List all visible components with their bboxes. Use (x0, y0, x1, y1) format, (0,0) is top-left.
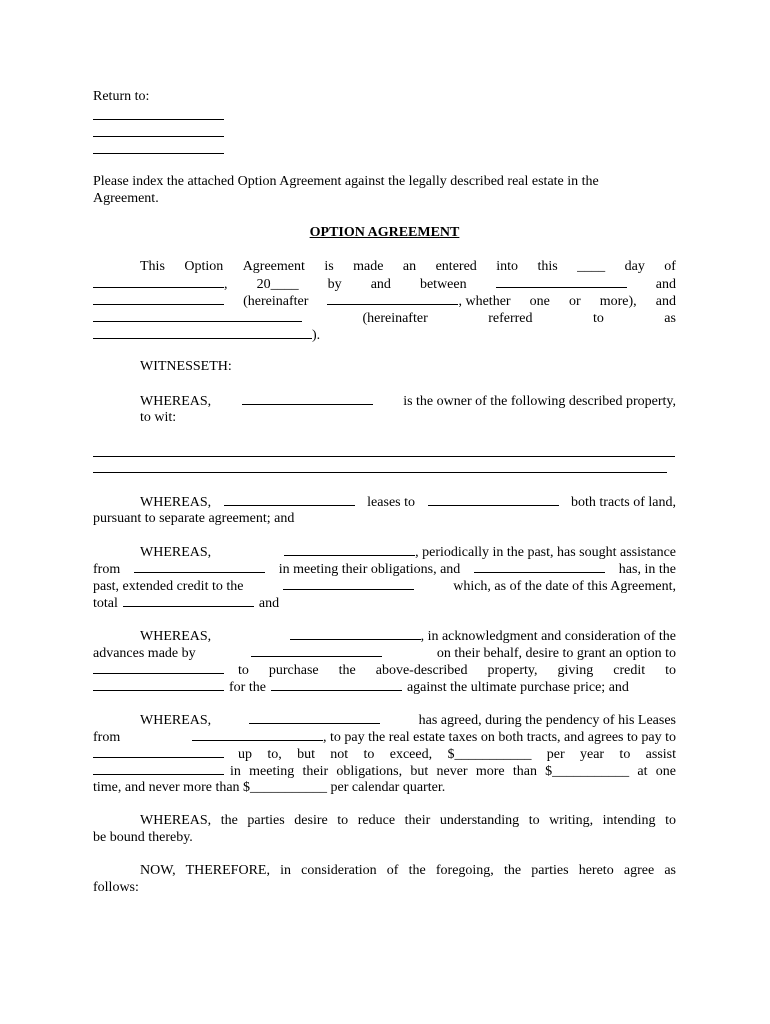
blank-line (93, 762, 224, 775)
blank-line (93, 326, 312, 339)
text: Option (184, 259, 224, 274)
text: referred (488, 311, 533, 326)
blank-line (93, 745, 224, 758)
text: pursuant to separate agreement; and (93, 511, 295, 526)
blank-line (134, 560, 265, 573)
return-line-2 (93, 136, 224, 137)
return-line-3 (93, 153, 224, 154)
text: and (370, 277, 391, 292)
text: WHEREAS, (140, 545, 212, 560)
blank-line (93, 661, 224, 674)
text: to wit: (140, 410, 177, 425)
text: , in acknowledgment and consideration of the (420, 629, 676, 644)
text: between (419, 277, 467, 292)
text: of (664, 259, 676, 274)
blank-line (93, 678, 224, 691)
blank-line (284, 543, 415, 556)
text: an (402, 259, 417, 274)
intro-line-1 (93, 258, 676, 275)
text: NOW, THEREFORE, in consideration of the foregoing, the parties hereto agree as (140, 863, 676, 878)
text: in meeting their obligations, but never more than $___________ at one (230, 764, 676, 779)
text-line (93, 510, 676, 527)
text: (hereinafter (243, 294, 309, 309)
text: and (258, 596, 280, 611)
text: WHEREAS, (140, 495, 212, 510)
text-line (93, 711, 676, 728)
text: made (353, 259, 384, 274)
text-line (93, 627, 676, 644)
text: into (496, 259, 519, 274)
text: is the owner of the following described property, (403, 394, 676, 409)
text: ). (312, 328, 321, 343)
blank-line (242, 392, 373, 405)
text-line (93, 879, 676, 896)
text: both tracts of land, (571, 495, 676, 510)
blank-line (271, 678, 402, 691)
text: , to pay the real estate taxes on both tracts, and agrees to pay to (323, 730, 676, 745)
text-line (93, 543, 676, 560)
text: This (140, 259, 165, 274)
text: has agreed, during the pendency of his Leases (418, 713, 676, 728)
text: time, and never more than $___________ per calendar quarter. (93, 780, 446, 795)
blank-line (327, 292, 458, 305)
text-line (93, 862, 676, 879)
text: one (529, 294, 550, 309)
whereas-option (93, 627, 676, 695)
text: has, in the (618, 562, 676, 577)
text: ____ (577, 259, 606, 274)
text: and (655, 294, 676, 309)
blank-line (123, 594, 254, 607)
text: on their behalf, desire to grant an option to (436, 646, 676, 661)
text: for the (229, 680, 266, 695)
blank-line (93, 275, 224, 288)
text: by (327, 277, 342, 292)
text: against the ultimate purchase price; and (406, 680, 629, 695)
blank-line (290, 627, 421, 640)
return-to-label: Return to: (93, 89, 150, 104)
text: total (93, 596, 118, 611)
text-line (93, 392, 676, 409)
text: from (93, 562, 121, 577)
text: WHEREAS, the parties desire to reduce their understanding to writing, intending to (140, 813, 676, 828)
text: as (664, 311, 676, 326)
text: , (224, 277, 228, 292)
intro-line-2 (93, 275, 676, 292)
text-line (93, 728, 676, 745)
intro-paragraph (93, 258, 676, 343)
blank-line (474, 560, 605, 573)
text: follows: (93, 880, 139, 895)
text: WHEREAS, (140, 713, 212, 728)
blank-line (428, 493, 559, 506)
blank-line (93, 309, 302, 322)
text: be bound thereby. (93, 830, 193, 845)
page-title: OPTION AGREEMENT (309, 225, 460, 240)
witnesseth-heading: WITNESSETH: (140, 359, 232, 374)
text: up to, but not to exceed, $___________ per year to assist (238, 747, 676, 762)
text-line (93, 829, 676, 846)
text: which, as of the date of this Agreement, (453, 579, 676, 594)
text-line (93, 762, 676, 779)
text-line (93, 577, 676, 594)
text: past, extended credit to the (93, 579, 244, 594)
intro-line-4 (93, 309, 676, 326)
text-line (93, 594, 676, 611)
text: advances made by (93, 646, 196, 661)
blank-line (283, 577, 414, 590)
property-description-line-1 (93, 456, 675, 457)
text-line (93, 745, 676, 762)
text-line (93, 678, 676, 695)
blank-line (224, 493, 355, 506)
whereas-assistance (93, 543, 676, 611)
whereas-owner (93, 392, 676, 426)
text: (hereinafter (362, 311, 428, 326)
text: this (537, 259, 558, 274)
text-line (93, 644, 676, 661)
text: leases to (367, 495, 415, 510)
text: more), (599, 294, 637, 309)
whereas-taxes (93, 711, 676, 796)
blank-line (93, 292, 224, 305)
now-therefore (93, 862, 676, 896)
blank-line (249, 711, 380, 724)
text: , whether (458, 294, 511, 309)
text-line (93, 779, 676, 796)
text: WHEREAS, (140, 394, 212, 409)
intro-line-3 (93, 292, 676, 309)
text: to purchase the above-described property, giving credit to (238, 663, 676, 678)
text: 20____ (256, 277, 299, 292)
intro-line-5 (93, 326, 676, 343)
text: day (624, 259, 645, 274)
text: is (324, 259, 334, 274)
text-line (93, 560, 676, 577)
text-line (93, 661, 676, 678)
text: , periodically in the past, has sought assistance (415, 545, 676, 560)
text: entered (435, 259, 477, 274)
text-line (93, 812, 676, 829)
text: and (655, 277, 676, 292)
index-note-line2: Agreement. (93, 191, 159, 206)
whereas-leases (93, 493, 676, 527)
text: or (568, 294, 581, 309)
text: from (93, 730, 121, 745)
text: to (592, 311, 604, 326)
text: Agreement (242, 259, 305, 274)
blank-line (496, 275, 627, 288)
index-note (93, 173, 676, 207)
whereas-writing (93, 812, 676, 846)
text-line (93, 493, 676, 510)
property-description-line-2 (93, 472, 667, 473)
index-note-line1: Please index the attached Option Agreement against the legally described real estate in the (93, 174, 599, 189)
return-line-1 (93, 119, 224, 120)
text-line (93, 409, 676, 426)
blank-line (192, 728, 323, 741)
text: in meeting their obligations, and (278, 562, 461, 577)
text: WHEREAS, (140, 629, 212, 644)
blank-line (251, 644, 382, 657)
